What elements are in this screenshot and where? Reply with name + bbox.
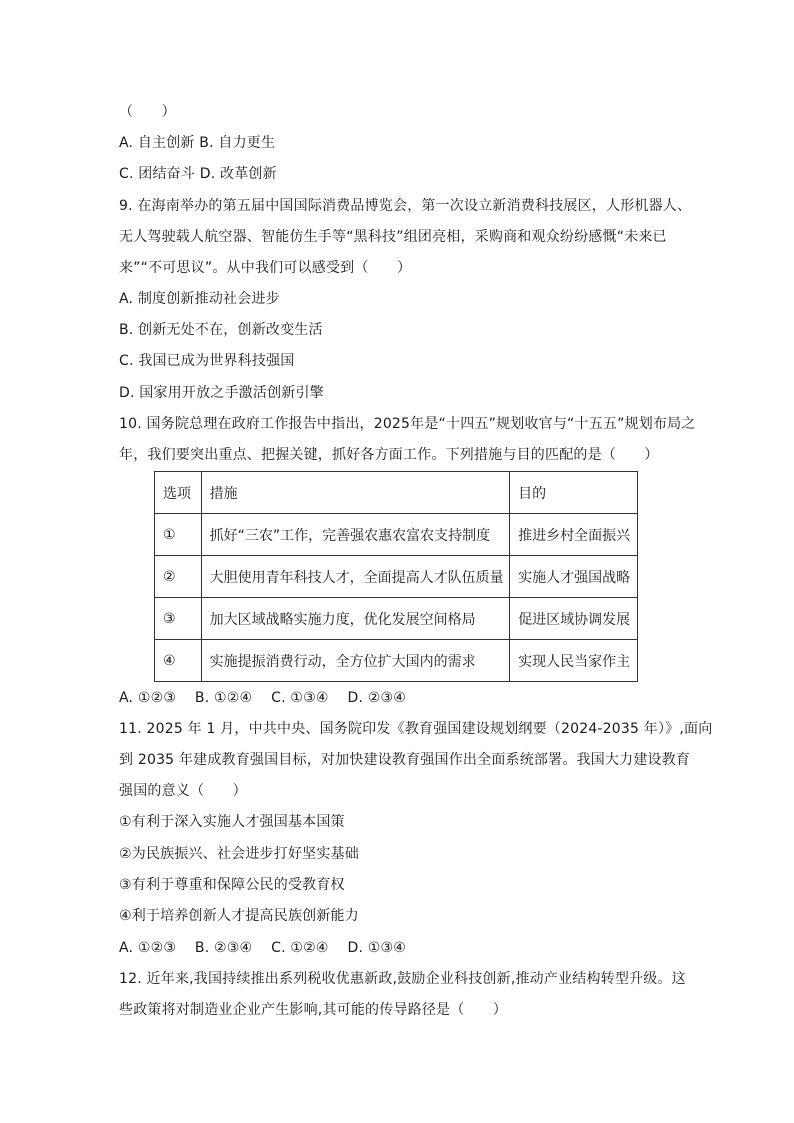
q12-stem-line: 12. 近年来,我国持续推出系列税收优惠新政,鼓励企业科技创新,推动产业结构转型升级。这 — [119, 971, 686, 987]
q11-options: A. ①②③ B. ②③④ C. ①②④ D. ①③④ — [119, 940, 407, 956]
q11-stem-line: 强国的意义（ ） — [119, 783, 247, 799]
table-cell-measure: 加大区域战略实施力度，优化发展空间格局 — [201, 598, 510, 640]
q9-option-b: B. 创新无处不在，创新改变生活 — [119, 322, 323, 338]
table-cell-goal: 实施人才强国战略 — [510, 556, 638, 598]
table-header-cell: 目的 — [510, 472, 638, 514]
q9-option-a: A. 制度创新推动社会进步 — [119, 291, 280, 307]
q8-options-row2: C. 团结奋斗 D. 改革创新 — [119, 166, 277, 182]
q11-item: ③有利于尊重和保障公民的受教育权 — [119, 877, 345, 893]
table-cell-measure: 大胆使用青年科技人才，全面提高人才队伍质量 — [201, 556, 510, 598]
q10-stem-line: 年，我们要突出重点、把握关键，抓好各方面工作。下列措施与目的匹配的是（ ） — [119, 447, 659, 463]
q11-item: ②为民族振兴、社会进步打好坚实基础 — [119, 846, 359, 862]
table-cell-option: ② — [155, 556, 202, 598]
table-header-cell: 选项 — [155, 472, 202, 514]
q10-stem-line: 10. 国务院总理在政府工作报告中指出，2025年是“十四五”规划收官与“十五五”规划布局之 — [119, 416, 696, 432]
q9-option-d: D. 国家用开放之手激活创新引擎 — [119, 385, 324, 401]
q9-stem-line: 无人驾驶载人航空器、智能仿生手等“黑科技”组团亮相，采购商和观众纷纷感慨“未来已 — [119, 229, 667, 245]
table-row — [155, 640, 638, 682]
q8-stem-tail: （ ） — [119, 104, 176, 120]
q10-table — [154, 471, 638, 682]
table-row — [155, 514, 638, 556]
table-cell-goal: 推进乡村全面振兴 — [510, 514, 638, 556]
table-header-cell: 措施 — [201, 472, 510, 514]
table-cell-measure: 实施提振消费行动，全方位扩大国内的需求 — [201, 640, 510, 682]
table-cell-option: ① — [155, 514, 202, 556]
table-row — [155, 598, 638, 640]
table-row — [155, 556, 638, 598]
q8-options-row1: A. 自主创新 B. 自力更生 — [119, 135, 276, 151]
table-cell-goal: 促进区域协调发展 — [510, 598, 638, 640]
q9-option-c: C. 我国已成为世界科技强国 — [119, 353, 295, 369]
table-cell-option: ④ — [155, 640, 202, 682]
q11-stem-line: 到 2035 年建成教育强国目标，对加快建设教育强国作出全面系统部署。我国大力建设教育 — [119, 752, 691, 768]
q11-item: ①有利于深入实施人才强国基本国策 — [119, 814, 345, 830]
table-cell-measure: 抓好“三农”工作，完善强农惠农富农支持制度 — [201, 514, 510, 556]
q9-stem-line: 9. 在海南举办的第五届中国国际消费品博览会，第一次设立新消费科技展区，人形机器人、 — [119, 198, 692, 214]
q11-stem-line: 11. 2025 年 1 月，中共中央、国务院印发《教育强国建设规划纲要（2024-2035 年）》,面向 — [119, 721, 713, 737]
table-cell-goal: 实现人民当家作主 — [510, 640, 638, 682]
q10-options: A. ①②③ B. ①②④ C. ①③④ D. ②③④ — [119, 690, 407, 706]
q11-item: ④利于培养创新人才提高民族创新能力 — [119, 908, 359, 924]
q9-stem-line: 来”“不可思议”。从中我们可以感受到（ ） — [119, 260, 412, 276]
table-header-row — [155, 472, 638, 514]
table-cell-option: ③ — [155, 598, 202, 640]
q12-stem-line: 些政策将对制造业企业产生影响,其可能的传导路径是（ ） — [119, 1002, 508, 1018]
